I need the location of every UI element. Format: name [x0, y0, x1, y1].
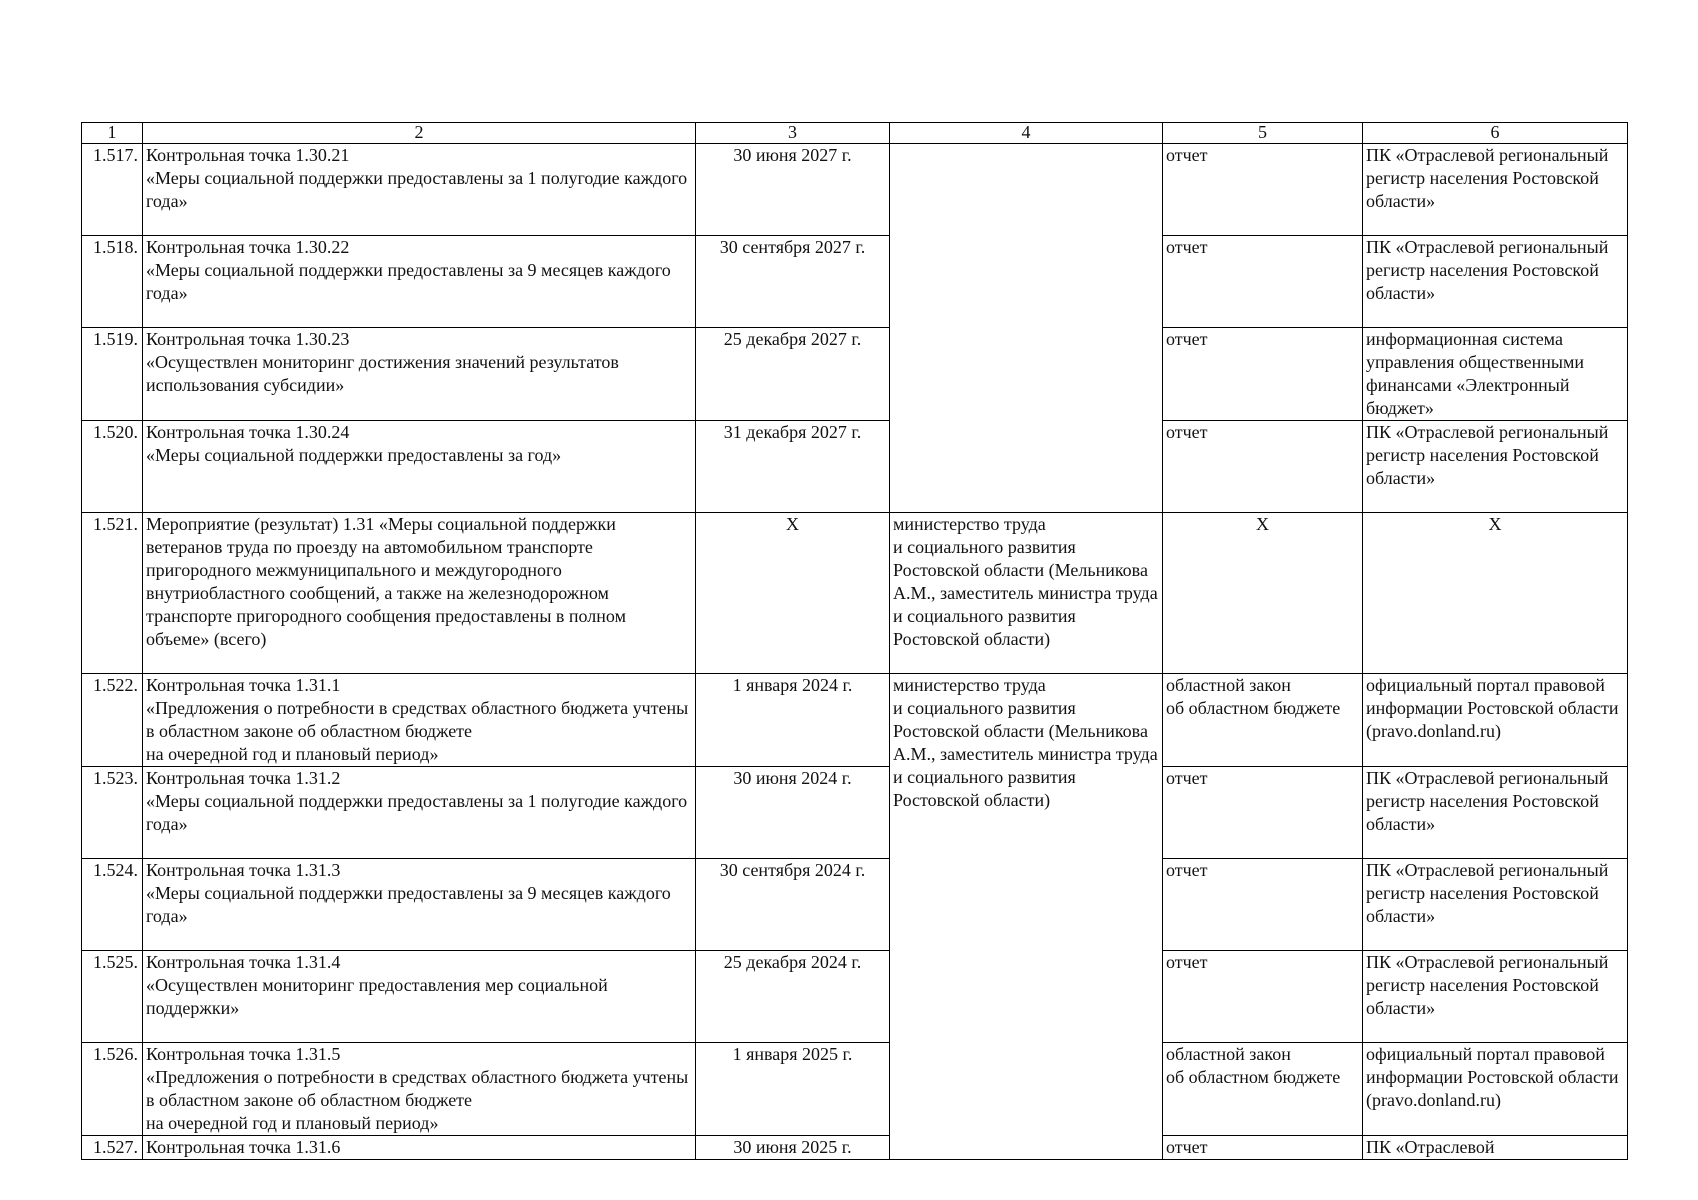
- row-responsible: министерство труда и социального развития Ростовской области (Мельникова А.М., заместитель министра труда и социального развития Ростовской области): [890, 674, 1163, 1160]
- row-number: 1.519.: [82, 328, 143, 421]
- row-document: отчет: [1163, 859, 1363, 951]
- row-description: Контрольная точка 1.31.1 «Предложения о потребности в средствах областного бюджета учтены в областном законе об областном бюджете на очередной год и плановый период»: [143, 674, 696, 767]
- row-responsible: министерство труда и социального развития Ростовской области (Мельникова А.М., заместитель министра труда и социального развития Ростовской области): [890, 513, 1163, 674]
- row-source: X: [1363, 513, 1628, 674]
- row-date: 1 января 2025 г.: [696, 1043, 890, 1136]
- table-row: [82, 421, 1628, 513]
- row-number: 1.517.: [82, 144, 143, 236]
- row-document: отчет: [1163, 1136, 1363, 1160]
- table-row: [82, 674, 1628, 767]
- header-cell: 1: [82, 123, 143, 144]
- table-row: [82, 328, 1628, 421]
- row-date: 31 декабря 2027 г.: [696, 421, 890, 513]
- row-date: 30 сентября 2027 г.: [696, 236, 890, 328]
- row-document: отчет: [1163, 767, 1363, 859]
- row-description: Мероприятие (результат) 1.31 «Меры социальной поддержки ветеранов труда по проезду на автомобильном транспорте пригородного межмуниципального и междугородного внутриобластного сообщений, а также на железнодорожном транспорте пригородного сообщения предоставлены в полном объеме» (всего): [143, 513, 696, 674]
- table-row: [82, 1136, 1628, 1160]
- row-source: информационная система управления общественными финансами «Электронный бюджет»: [1363, 328, 1628, 421]
- row-responsible: [890, 144, 1163, 513]
- row-description: Контрольная точка 1.30.23 «Осуществлен мониторинг достижения значений результатов использования субсидии»: [143, 328, 696, 421]
- row-date: 30 сентября 2024 г.: [696, 859, 890, 951]
- row-document: областной закон об областном бюджете: [1163, 1043, 1363, 1136]
- row-date: 25 декабря 2027 г.: [696, 328, 890, 421]
- row-description: Контрольная точка 1.31.2 «Меры социальной поддержки предоставлены за 1 полугодие каждого года»: [143, 767, 696, 859]
- row-source: ПК «Отраслевой региональный регистр населения Ростовской области»: [1363, 859, 1628, 951]
- row-number: 1.520.: [82, 421, 143, 513]
- row-document: отчет: [1163, 236, 1363, 328]
- row-date: 30 июня 2027 г.: [696, 144, 890, 236]
- table-row: [82, 951, 1628, 1043]
- row-date: 25 декабря 2024 г.: [696, 951, 890, 1043]
- row-document: отчет: [1163, 144, 1363, 236]
- table-row: [82, 1043, 1628, 1136]
- header-row: [82, 123, 1628, 144]
- row-date: 1 января 2024 г.: [696, 674, 890, 767]
- row-date: 30 июня 2024 г.: [696, 767, 890, 859]
- row-date: 30 июня 2025 г.: [696, 1136, 890, 1160]
- row-number: 1.524.: [82, 859, 143, 951]
- row-number: 1.525.: [82, 951, 143, 1043]
- row-number: 1.521.: [82, 513, 143, 674]
- row-number: 1.518.: [82, 236, 143, 328]
- header-cell: 4: [890, 123, 1163, 144]
- row-number: 1.522.: [82, 674, 143, 767]
- header-cell: 6: [1363, 123, 1628, 144]
- row-document: X: [1163, 513, 1363, 674]
- row-source: ПК «Отраслевой региональный регистр населения Ростовской области»: [1363, 236, 1628, 328]
- row-document: отчет: [1163, 951, 1363, 1043]
- row-source: ПК «Отраслевой региональный регистр населения Ростовской области»: [1363, 767, 1628, 859]
- header-cell: 5: [1163, 123, 1363, 144]
- row-description: Контрольная точка 1.31.6: [143, 1136, 696, 1160]
- row-number: 1.526.: [82, 1043, 143, 1136]
- row-description: Контрольная точка 1.30.21 «Меры социальной поддержки предоставлены за 1 полугодие каждого года»: [143, 144, 696, 236]
- row-description: Контрольная точка 1.31.3 «Меры социальной поддержки предоставлены за 9 месяцев каждого года»: [143, 859, 696, 951]
- row-number: 1.527.: [82, 1136, 143, 1160]
- row-source: ПК «Отраслевой: [1363, 1136, 1628, 1160]
- table-row: [82, 144, 1628, 236]
- row-description: Контрольная точка 1.30.22 «Меры социальной поддержки предоставлены за 9 месяцев каждого года»: [143, 236, 696, 328]
- row-source: официальный портал правовой информации Ростовской области (pravo.donland.ru): [1363, 674, 1628, 767]
- row-number: 1.523.: [82, 767, 143, 859]
- row-document: областной закон об областном бюджете: [1163, 674, 1363, 767]
- row-source: ПК «Отраслевой региональный регистр населения Ростовской области»: [1363, 951, 1628, 1043]
- row-document: отчет: [1163, 328, 1363, 421]
- header-cell: 3: [696, 123, 890, 144]
- header-cell: 2: [143, 123, 696, 144]
- document-table: [81, 122, 1628, 1160]
- table-row: [82, 513, 1628, 674]
- table-row: [82, 236, 1628, 328]
- row-source: ПК «Отраслевой региональный регистр населения Ростовской области»: [1363, 144, 1628, 236]
- table-row: [82, 859, 1628, 951]
- row-description: Контрольная точка 1.30.24 «Меры социальной поддержки предоставлены за год»: [143, 421, 696, 513]
- row-source: официальный портал правовой информации Ростовской области (pravo.donland.ru): [1363, 1043, 1628, 1136]
- row-document: отчет: [1163, 421, 1363, 513]
- row-source: ПК «Отраслевой региональный регистр населения Ростовской области»: [1363, 421, 1628, 513]
- row-description: Контрольная точка 1.31.4 «Осуществлен мониторинг предоставления мер социальной поддержки»: [143, 951, 696, 1043]
- row-description: Контрольная точка 1.31.5 «Предложения о потребности в средствах областного бюджета учтены в областном законе об областном бюджете на очередной год и плановый период»: [143, 1043, 696, 1136]
- table-row: [82, 767, 1628, 859]
- row-date: X: [696, 513, 890, 674]
